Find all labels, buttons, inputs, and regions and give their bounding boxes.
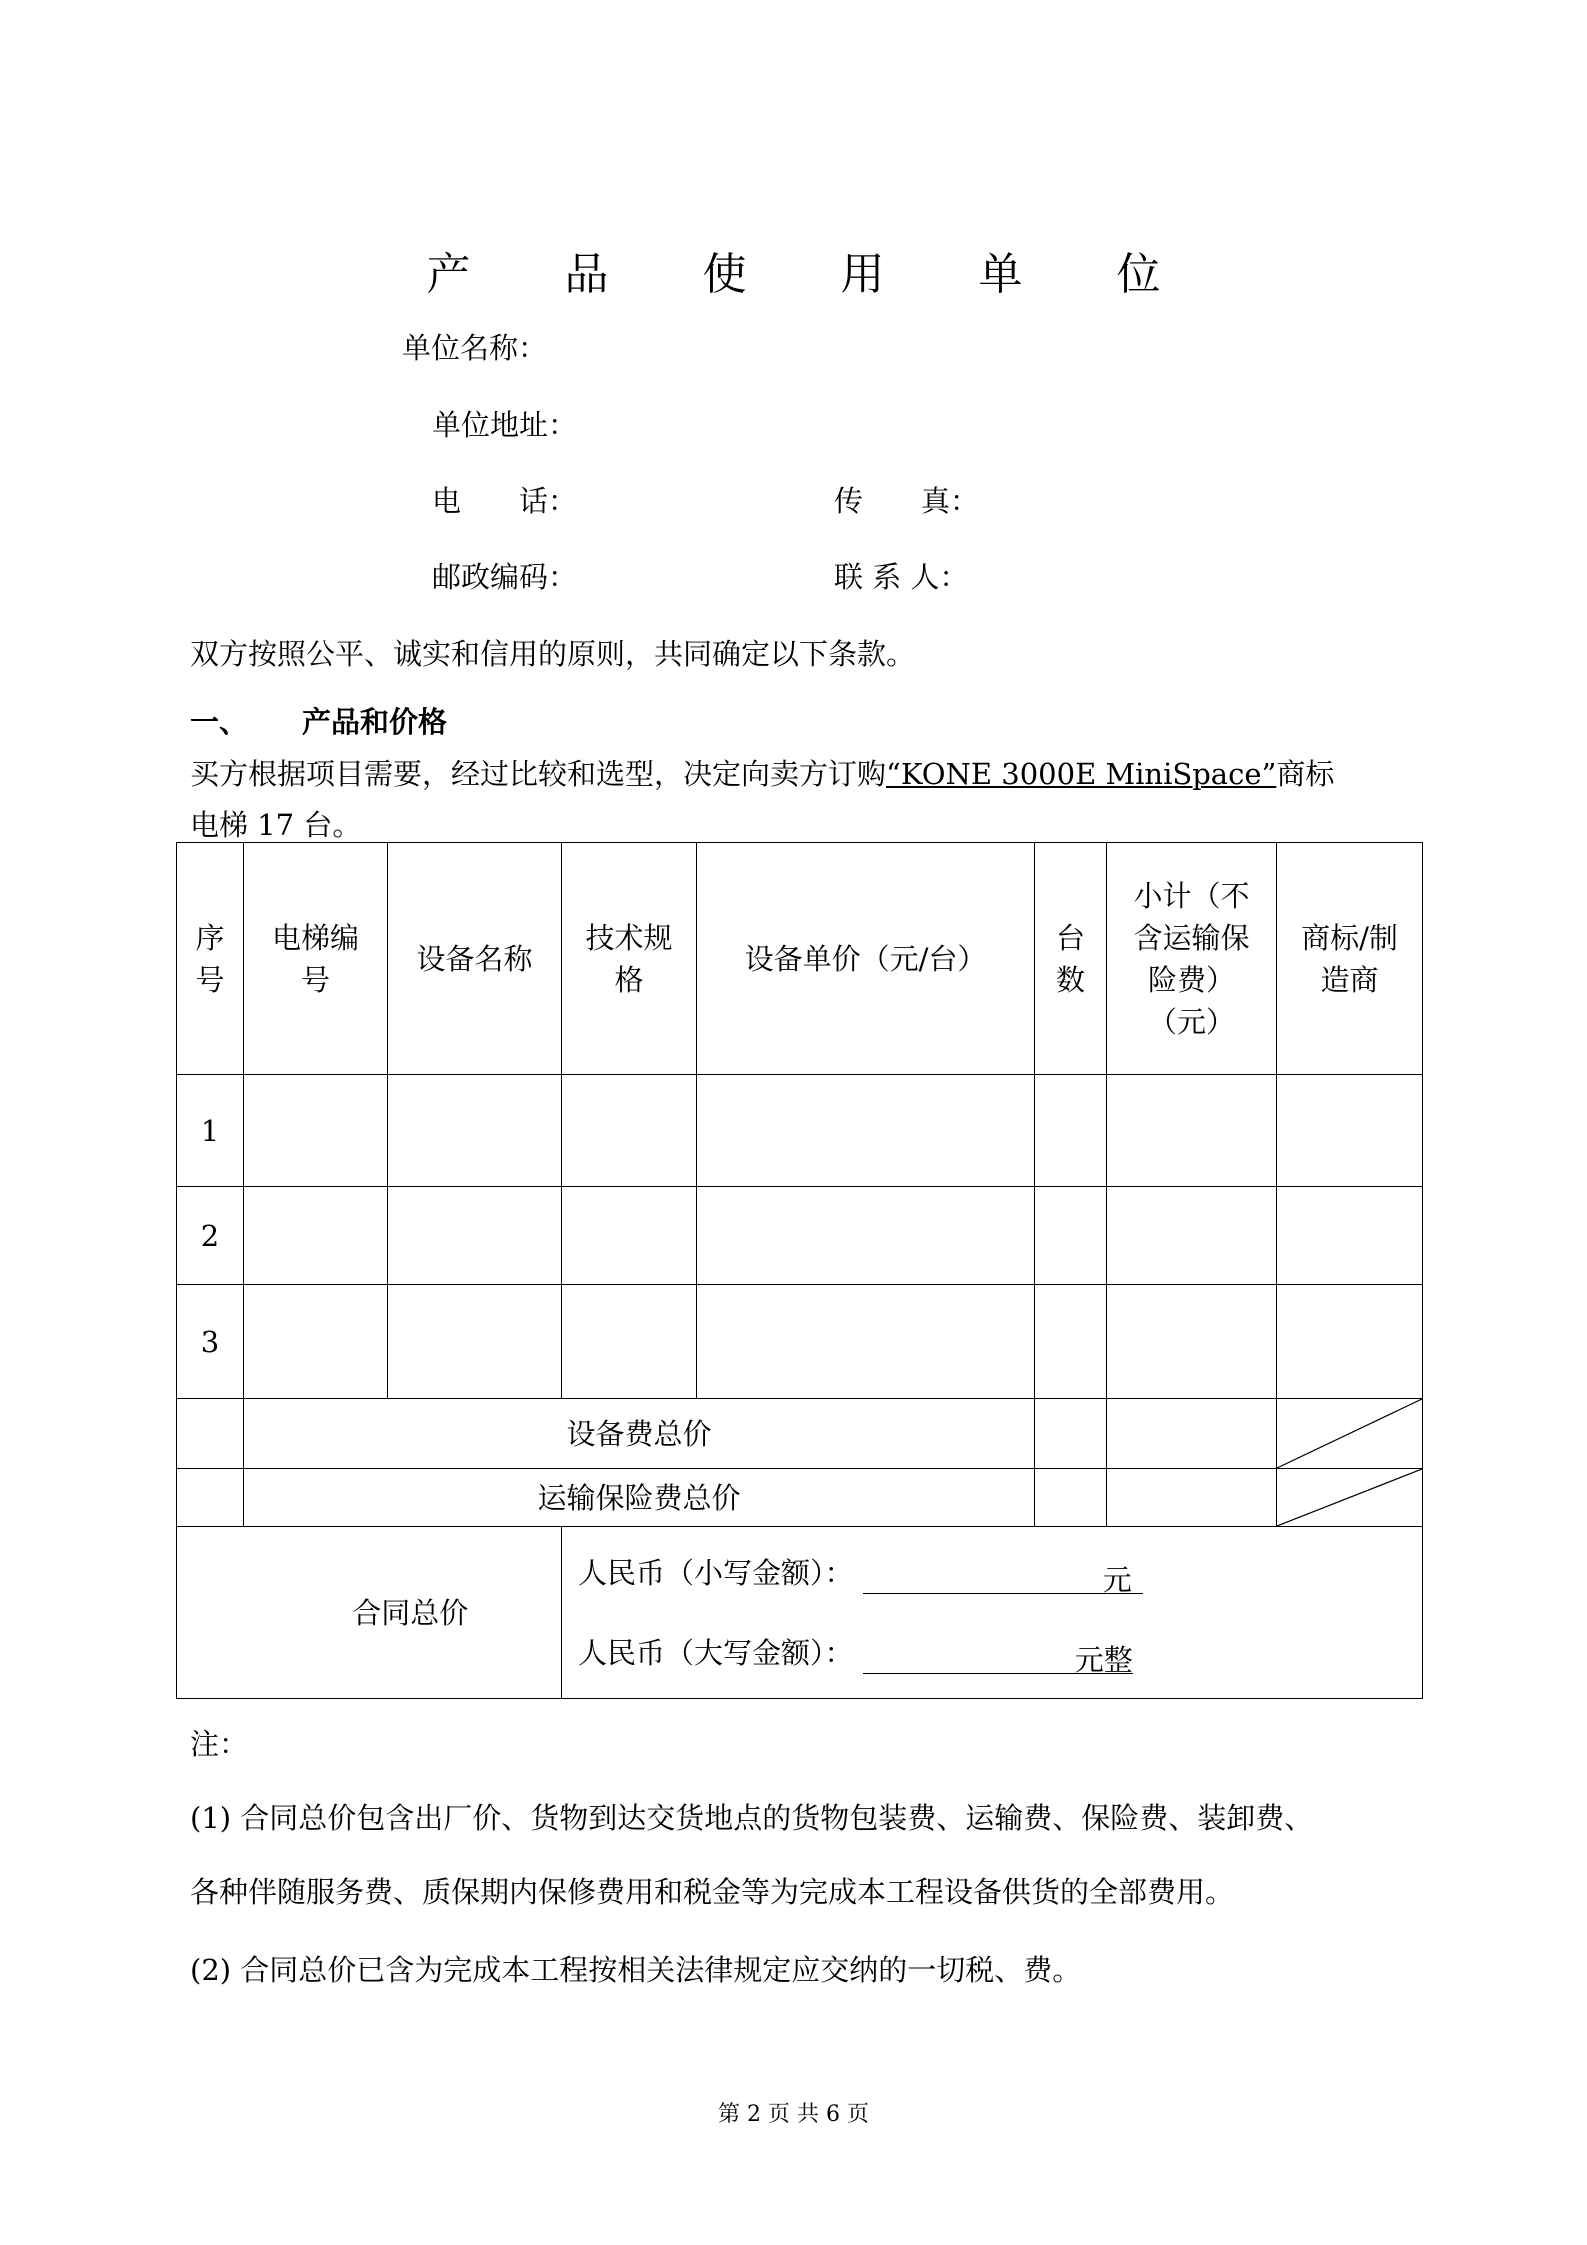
table-row (177, 1075, 1423, 1187)
purchase-post: 商标 (1276, 757, 1335, 791)
intro-text: 双方按照公平、诚实和信用的原则，共同确定以下条款。 (190, 637, 916, 671)
brand-name: “KONE 3000E MiniSpace” (886, 757, 1277, 791)
header-equipment-name: 设备名称 (388, 843, 562, 1075)
cell-brand[interactable] (1277, 1075, 1423, 1187)
contract-total-label: 合同总价 (388, 1527, 562, 1699)
cell-subtotal[interactable] (1107, 1285, 1277, 1399)
header-elevator-no: 电梯编号 (244, 843, 388, 1075)
phone-label: 电 话： (432, 484, 578, 518)
cell-elevator-no[interactable] (244, 1187, 388, 1285)
equipment-total-quantity[interactable] (1035, 1399, 1107, 1469)
notes-label: 注： (190, 1727, 249, 1761)
table-row (177, 1187, 1423, 1285)
unit-name-label: 单位名称： (402, 331, 548, 365)
contract-total-row (177, 1527, 1423, 1699)
rmb-small-input[interactable] (863, 1559, 1103, 1594)
cell-tech-spec[interactable] (562, 1285, 697, 1399)
diagonal-cell (1277, 1399, 1423, 1469)
diagonal-cell (1277, 1469, 1423, 1527)
contact-label: 联 系 人： (834, 560, 969, 594)
section-number: 一、 (190, 705, 249, 739)
cell-tech-spec[interactable] (562, 1187, 697, 1285)
note-1-line-1: (1) 合同总价包含出厂价、货物到达交货地点的货物包装费、运输费、保险费、装卸费、 (190, 1801, 1314, 1835)
purchase-text (190, 752, 1334, 793)
equipment-total-amount[interactable] (1107, 1399, 1277, 1469)
rmb-small-suffix: 元 (1103, 1559, 1143, 1594)
fax-label: 传 真： (834, 484, 980, 518)
cell-elevator-no[interactable] (244, 1075, 388, 1187)
diagonal-line-icon (1277, 1469, 1422, 1526)
note-2: (2) 合同总价已含为完成本工程按相关法律规定应交纳的一切税、费。 (190, 1953, 1082, 1987)
rmb-small-line (578, 1552, 1418, 1597)
transport-total-label: 运输保险费总价 (244, 1469, 1035, 1527)
cell-unit-price[interactable] (697, 1285, 1035, 1399)
empty-cell (177, 1399, 244, 1469)
page-title: 产 品 使 用 单 位 (426, 249, 1201, 300)
page-footer: 第 2 页 共 6 页 (718, 2102, 869, 2127)
cell-tech-spec[interactable] (562, 1075, 697, 1187)
equipment-total-label: 设备费总价 (244, 1399, 1035, 1469)
transport-total-amount[interactable] (1107, 1469, 1277, 1527)
price-table (176, 842, 1423, 1699)
postcode-label: 邮政编码： (432, 560, 578, 594)
transport-total-quantity[interactable] (1035, 1469, 1107, 1527)
cell-elevator-no[interactable] (244, 1285, 388, 1399)
rmb-big-label: 人民币（大写金额）： (578, 1635, 854, 1670)
header-quantity: 台数 (1035, 843, 1107, 1075)
cell-quantity[interactable] (1035, 1075, 1107, 1187)
diagonal-line-icon (1277, 1399, 1422, 1468)
purchase-quantity: 电梯 17 台。 (190, 808, 362, 842)
note-1-line-2: 各种伴随服务费、质保期内保修费用和税金等为完成本工程设备供货的全部费用。 (190, 1875, 1235, 1909)
table-header-row (177, 843, 1423, 1075)
transport-total-row (177, 1469, 1423, 1527)
header-brand-manufacturer: 商标/制造商 (1277, 843, 1423, 1075)
header-subtotal: 小计（不含运输保险费）（元） (1107, 843, 1277, 1075)
cell-brand[interactable] (1277, 1285, 1423, 1399)
cell-quantity[interactable] (1035, 1187, 1107, 1285)
purchase-pre: 买方根据项目需要，经过比较和选型，决定向卖方订购 (190, 757, 887, 791)
cell-unit-price[interactable] (697, 1187, 1035, 1285)
rmb-big-suffix: 元整 (1074, 1642, 1133, 1677)
header-unit-price: 设备单价（元/台） (697, 843, 1035, 1075)
cell-unit-price[interactable] (697, 1075, 1035, 1187)
cell-brand[interactable] (1277, 1187, 1423, 1285)
row-seq: 2 (177, 1187, 244, 1285)
empty-cell (177, 1469, 244, 1527)
contract-total-amounts (562, 1527, 1423, 1699)
table-row (177, 1285, 1423, 1399)
cell-quantity[interactable] (1035, 1285, 1107, 1399)
section-heading: 产品和价格 (302, 705, 448, 739)
row-seq: 1 (177, 1075, 244, 1187)
cell-subtotal[interactable] (1107, 1075, 1277, 1187)
row-seq: 3 (177, 1285, 244, 1399)
rmb-big-input[interactable] (863, 1639, 1133, 1677)
unit-address-label: 单位地址： (432, 408, 578, 442)
cell-equipment-name[interactable] (388, 1075, 562, 1187)
rmb-small-label: 人民币（小写金额）： (578, 1555, 854, 1590)
header-seq: 序号 (177, 843, 244, 1075)
header-tech-spec: 技术规格 (562, 843, 697, 1075)
rmb-big-line (578, 1632, 1418, 1677)
equipment-total-row (177, 1399, 1423, 1469)
cell-subtotal[interactable] (1107, 1187, 1277, 1285)
cell-equipment-name[interactable] (388, 1187, 562, 1285)
cell-equipment-name[interactable] (388, 1285, 562, 1399)
